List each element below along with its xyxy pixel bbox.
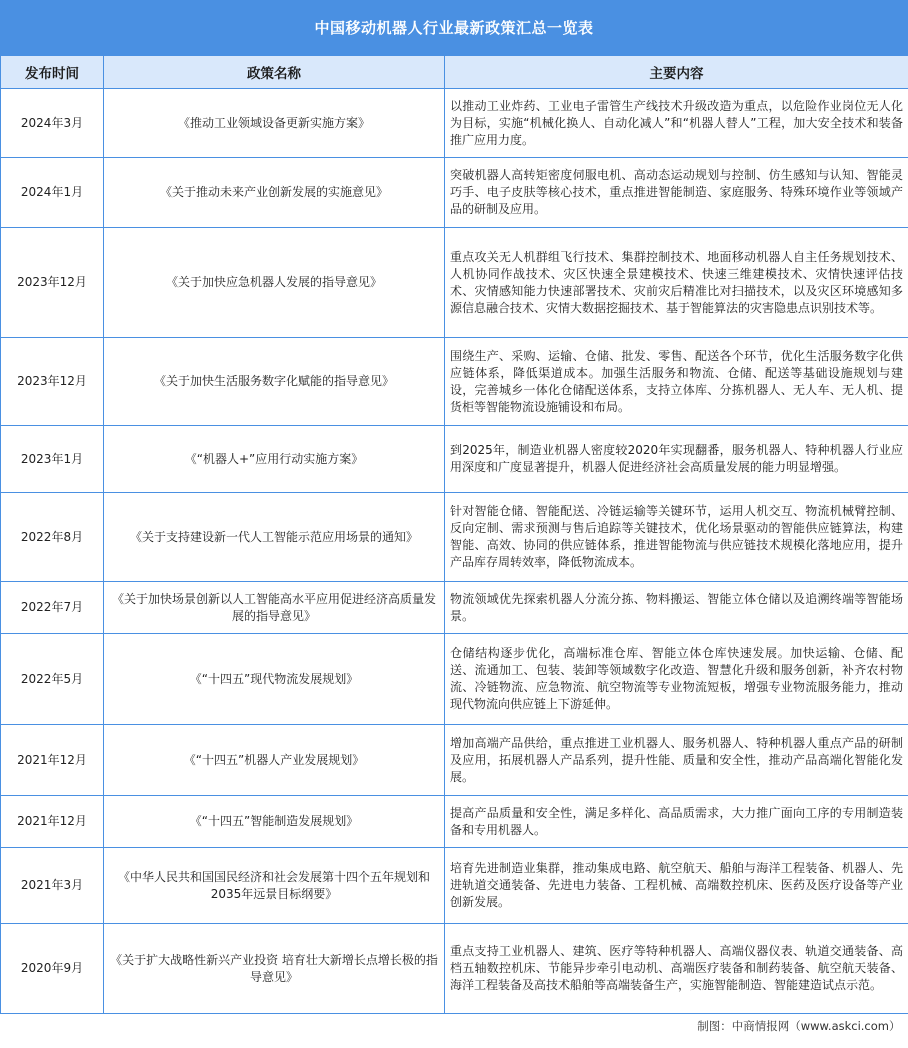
row-date: 2020年9月	[1, 924, 104, 1014]
row-content: 重点支持工业机器人、建筑、医疗等特种机器人、高端仪器仪表、轨道交通装备、高档五轴数控机床、节能异步牵引电动机、高端医疗装备和制药装备、航空航天装备、海洋工程装备及高技术船舶等高端装备生产，实施智能制造、智能建造试点示范。	[445, 924, 908, 1014]
table-row	[1, 582, 908, 634]
row-date: 2023年1月	[1, 426, 104, 493]
footer-row	[1, 1014, 908, 1039]
row-content: 到2025年，制造业机器人密度较2020年实现翻番，服务机器人、特种机器人行业应用深度和广度显著提升，机器人促进经济社会高质量发展的能力明显增强。	[445, 426, 908, 493]
row-date: 2024年1月	[1, 158, 104, 228]
table-row	[1, 634, 908, 725]
row-policy-name: 《“十四五”现代物流发展规划》	[104, 634, 445, 725]
table-row	[1, 848, 908, 924]
row-policy-name: 《关于支持建设新一代人工智能示范应用场景的通知》	[104, 493, 445, 582]
table-row	[1, 725, 908, 796]
row-date: 2023年12月	[1, 228, 104, 338]
source-credit: 制图：中商情报网（www.askci.com）	[697, 1018, 901, 1033]
row-policy-name: 《关于加快生活服务数字化赋能的指导意见》	[104, 338, 445, 426]
row-policy-name: 《“十四五”机器人产业发展规划》	[104, 725, 445, 796]
header-date: 发布时间	[1, 56, 104, 89]
row-date: 2024年3月	[1, 89, 104, 158]
row-date: 2022年8月	[1, 493, 104, 582]
policy-table	[0, 55, 908, 1038]
row-content: 提高产品质量和安全性，满足多样化、高品质需求，大力推广面向工序的专用制造装备和专用机器人。	[445, 796, 908, 848]
row-policy-name: 《关于加快应急机器人发展的指导意见》	[104, 228, 445, 338]
row-policy-name: 《关于扩大战略性新兴产业投资 培育壮大新增长点增长极的指导意见》	[104, 924, 445, 1014]
row-content: 培育先进制造业集群，推动集成电路、航空航天、船舶与海洋工程装备、机器人、先进轨道交通装备、先进电力装备、工程机械、高端数控机床、医药及医疗设备等产业创新发展。	[445, 848, 908, 924]
row-date: 2022年5月	[1, 634, 104, 725]
row-policy-name: 《推动工业领域设备更新实施方案》	[104, 89, 445, 158]
row-content: 针对智能仓储、智能配送、冷链运输等关键环节，运用人机交互、物流机械臂控制、反向定制、需求预测与售后追踪等关键技术，优化场景驱动的智能供应链算法，构建智能、高效、协同的供应链体系，推进智能物流与供应链技术规模化落地应用，提升产品库存周转效率，降低物流成本。	[445, 493, 908, 582]
row-date: 2021年12月	[1, 796, 104, 848]
row-policy-name: 《关于加快场景创新以人工智能高水平应用促进经济高质量发展的指导意见》	[104, 582, 445, 634]
row-content: 重点攻关无人机群组飞行技术、集群控制技术、地面移动机器人自主任务规划技术、人机协同作战技术、灾区快速全景建模技术、快速三维建模技术、灾情快速评估技术、灾情感知能力快速部署技术、灾前灾后精准比对扫描技术，以及灾区环境感知多源信息融合技术、灾情大数据挖掘技术、基于智能算法的灾害隐患点识别技术等。	[445, 228, 908, 338]
row-date: 2021年12月	[1, 725, 104, 796]
table-title: 中国移动机器人行业最新政策汇总一览表	[0, 0, 908, 55]
row-content: 以推动工业炸药、工业电子雷管生产线技术升级改造为重点，以危险作业岗位无人化为目标，实施“机械化换人、自动化减人”和“机器人替人”工程，加大安全技术和装备推广应用力度。	[445, 89, 908, 158]
table-row	[1, 426, 908, 493]
header-content: 主要内容	[445, 56, 908, 89]
header-row	[1, 56, 908, 89]
row-policy-name: 《中华人民共和国国民经济和社会发展第十四个五年规划和2035年远景目标纲要》	[104, 848, 445, 924]
header-name: 政策名称	[104, 56, 445, 89]
table-row	[1, 493, 908, 582]
table-row	[1, 924, 908, 1014]
row-content: 物流领域优先探索机器人分流分拣、物料搬运、智能立体仓储以及追溯终端等智能场景。	[445, 582, 908, 634]
table-row	[1, 89, 908, 158]
row-policy-name: 《“机器人+”应用行动实施方案》	[104, 426, 445, 493]
table-row	[1, 338, 908, 426]
row-content: 增加高端产品供给，重点推进工业机器人、服务机器人、特种机器人重点产品的研制及应用，拓展机器人产品系列，提升性能、质量和安全性，推动产品高端化智能化发展。	[445, 725, 908, 796]
row-content: 突破机器人高转矩密度伺服电机、高动态运动规划与控制、仿生感知与认知、智能灵巧手、电子皮肤等核心技术，重点推进智能制造、家庭服务、特殊环境作业等领域产品的研制及应用。	[445, 158, 908, 228]
row-date: 2022年7月	[1, 582, 104, 634]
row-date: 2023年12月	[1, 338, 104, 426]
table-row	[1, 228, 908, 338]
row-policy-name: 《关于推动未来产业创新发展的实施意见》	[104, 158, 445, 228]
row-date: 2021年3月	[1, 848, 104, 924]
row-content: 仓储结构逐步优化，高端标准仓库、智能立体仓库快速发展。加快运输、仓储、配送、流通加工、包装、装卸等领域数字化改造、智慧化升级和服务创新，补齐农村物流、冷链物流、应急物流、航空物流等专业物流短板，增强专业物流服务能力，推动现代物流向供应链上下游延伸。	[445, 634, 908, 725]
table-row	[1, 796, 908, 848]
row-content: 围绕生产、采购、运输、仓储、批发、零售、配送各个环节，优化生活服务数字化供应链体系，降低渠道成本。加强生活服务和物流、仓储、配送等基础设施规划与建设，完善城乡一体化仓储配送体系，支持立体库、分拣机器人、无人车、无人机、提货柜等智能物流设施铺设和布局。	[445, 338, 908, 426]
row-policy-name: 《“十四五”智能制造发展规划》	[104, 796, 445, 848]
table-row	[1, 158, 908, 228]
